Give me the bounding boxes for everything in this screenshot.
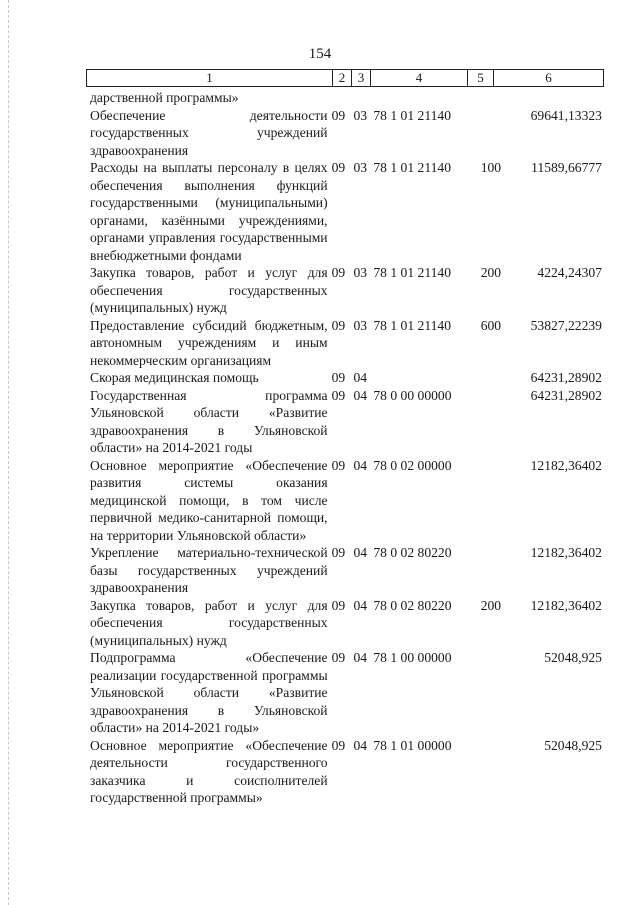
header-col-6: 6: [545, 70, 552, 85]
row-name: Расходы на выплаты персоналу в целях обеспечения выполнения функций государственными (муниципальными) органами, казёнными учреждениями, органами управления государственными внебюджетными фондами: [90, 160, 328, 263]
row-sum: 53827,22239: [530, 317, 602, 333]
row-vr: [481, 737, 511, 807]
row-vr: [481, 89, 511, 107]
header-col-3: 3: [352, 70, 371, 86]
row-vr: [481, 369, 511, 387]
row-rz: 09: [331, 597, 346, 613]
row-csr: 78 1 01 00000: [373, 737, 452, 753]
table-row: [90, 649, 602, 737]
row-sum: 69641,13323: [530, 107, 602, 123]
row-rz: 09: [331, 387, 346, 403]
row-pr: 03: [353, 265, 368, 280]
row-rz: 09: [331, 107, 346, 123]
table-row: [90, 89, 602, 107]
row-pr: 04: [353, 545, 368, 560]
row-vr: 600: [480, 317, 502, 333]
row-vr: [481, 649, 511, 737]
table-row: [90, 387, 602, 457]
row-pr: 03: [353, 317, 368, 333]
row-name: Обеспечение деятельности государственных учреждений здравоохранения: [90, 107, 328, 158]
row-csr: 78 1 01 21140: [373, 317, 452, 333]
page-number: 154: [308, 46, 332, 62]
row-rz: 09: [331, 317, 346, 333]
row-pr: 04: [353, 737, 368, 753]
row-rz: 09: [331, 650, 346, 665]
row-csr: 78 0 02 80220: [373, 597, 452, 613]
row-csr: 78 1 01 21140: [373, 107, 452, 123]
table-row: [90, 159, 602, 264]
row-pr: [353, 89, 373, 107]
row-sum: 12182,36402: [530, 597, 602, 613]
row-sum: 64231,28902: [530, 370, 602, 385]
row-pr: 04: [353, 387, 368, 403]
row-csr: 78 1 00 00000: [373, 650, 452, 665]
header-col-5: 5: [468, 70, 494, 86]
row-sum: 52048,925: [544, 737, 602, 753]
row-csr: 78 0 00 00000: [373, 387, 452, 403]
row-sum: 52048,925: [544, 650, 602, 665]
row-rz: 09: [331, 370, 346, 385]
row-pr: 04: [353, 650, 368, 665]
row-rz: 09: [331, 545, 346, 560]
row-sum: 12182,36402: [530, 545, 602, 560]
row-vr: 100: [480, 160, 502, 175]
row-name: Скорая медицинская помощь: [90, 370, 259, 385]
row-vr: [481, 544, 511, 597]
row-name: Предоставление субсидий бюджетным, автономным учреждениям и иным некоммерческим организациям: [90, 317, 328, 368]
table-row: [90, 597, 602, 650]
row-sum: 12182,36402: [530, 457, 602, 473]
table-body: [90, 89, 602, 807]
row-csr: 78 0 02 80220: [373, 545, 452, 560]
row-csr: 78 1 01 21140: [373, 160, 452, 175]
row-name: Подпрограмма «Обеспечение реализации государственной программы Ульяновской области «Развитие здравоохранения в Ульяновской области» на 2014-2021 годы»: [90, 650, 328, 735]
row-vr: [481, 387, 511, 457]
row-sum: 4224,24307: [537, 265, 602, 280]
row-sum: 64231,28902: [530, 387, 602, 403]
table-row: [90, 544, 602, 597]
table-row: [90, 737, 602, 807]
row-name: Закупка товаров, работ и услуг для обеспечения государственных (муниципальных) нужд: [90, 597, 328, 648]
header-col-1: 1: [87, 70, 333, 86]
row-pr: 04: [353, 370, 368, 385]
row-vr: 200: [480, 597, 502, 613]
row-csr: 78 1 01 21140: [373, 265, 452, 280]
row-sum: 11589,66777: [531, 160, 602, 175]
table-row: [90, 264, 602, 317]
table-row: [90, 369, 602, 387]
table-row: [90, 457, 602, 545]
row-name: Укрепление материально-технической базы государственных учреждений здравоохранения: [90, 545, 328, 595]
row-vr: [481, 457, 511, 545]
row-rz: 09: [331, 160, 346, 175]
row-csr: [373, 89, 480, 107]
row-csr: 78 0 02 00000: [373, 457, 452, 473]
header-col-2: 2: [333, 70, 352, 86]
row-rz: 09: [331, 737, 346, 753]
row-name: Государственная программа Ульяновской области «Развитие здравоохранения в Ульяновской области» на 2014-2021 годы: [90, 387, 328, 455]
row-vr: 200: [480, 265, 502, 280]
row-pr: 04: [353, 457, 368, 473]
row-pr: 03: [353, 107, 368, 123]
row-rz: 09: [331, 265, 346, 280]
header-col-4: 4: [371, 70, 468, 86]
row-pr: 04: [353, 597, 368, 613]
row-name: Закупка товаров, работ и услуг для обеспечения государственных (муниципальных) нужд: [90, 265, 328, 315]
row-name: Основное мероприятие «Обеспечение деятельности государственного заказчика и соисполнителей государственной программы»: [90, 737, 328, 805]
row-vr: [481, 107, 511, 160]
table-row: [90, 317, 602, 370]
row-name: дарственной программы»: [90, 90, 239, 105]
scan-margin-line: [8, 0, 9, 905]
row-rz: 09: [331, 457, 346, 473]
row-name: Основное мероприятие «Обеспечение развития системы оказания медицинской помощи, в том числе первичной медико-санитарной помощи, на территории Ульяновской области»: [90, 457, 328, 543]
row-sum: [511, 89, 602, 107]
row-csr: [373, 369, 480, 387]
row-pr: 03: [353, 160, 368, 175]
table-header: [86, 69, 604, 87]
table-row: [90, 107, 602, 160]
row-rz: [332, 89, 354, 107]
